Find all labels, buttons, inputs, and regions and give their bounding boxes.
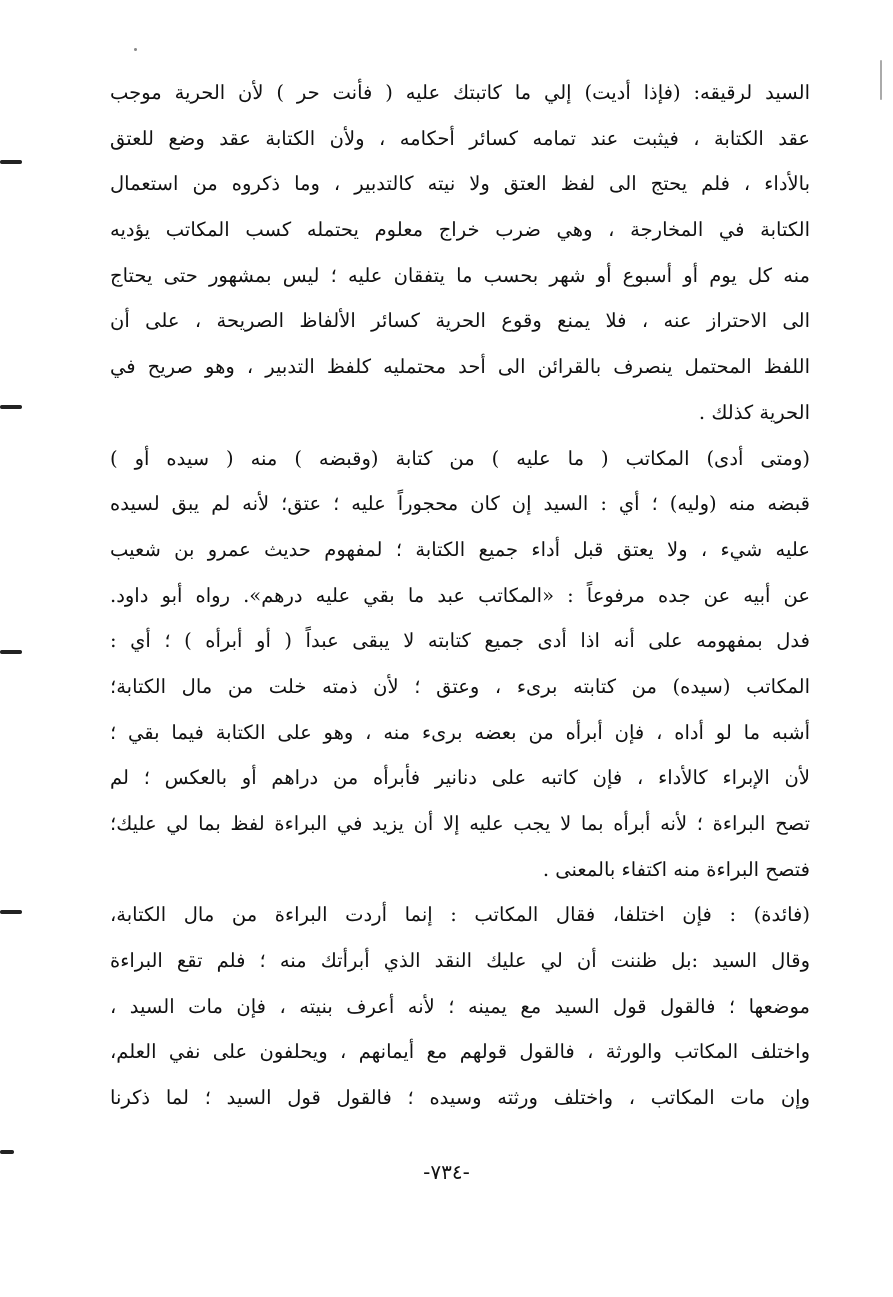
text-line: قبضه منه (وليه) ؛ أي : السيد إن كان محجوراً عليه ؛ عتق؛ لأنه لم يبق لسيده: [110, 492, 810, 516]
text-line: لأن الإبراء كالأداء ، فإن كاتبه على دنانير فأبرأه من دراهم أو بالعكس ؛ لم: [110, 766, 810, 790]
body-text: [110, 70, 810, 1121]
text-line: المكاتب (سيده) من كتابته برىء ، وعتق ؛ لأن ذمته خلت من مال الكتابة؛: [110, 674, 810, 698]
scan-speck: [134, 48, 137, 51]
text-line: واختلف المكاتب والورثة ، فالقول قولهم مع أيمانهم ، ويحلفون على نفي العلم،: [110, 1040, 810, 1064]
text-line: السيد لرقيقه: (فإذا أديت) إلي ما كاتبتك عليه ( فأنت حر ) لأن الحرية موجب: [110, 81, 810, 104]
margin-mark: [0, 910, 22, 914]
text-line: فدل بمفهومه على أنه اذا أدى جميع كتابته لا يبقى عبداً ( أو أبرأه ) ؛ أي :: [110, 629, 810, 653]
margin-mark: [0, 405, 22, 409]
text-line: الى الاحتراز عنه ، فلا يمنع وقوع الحرية كسائر الألفاظ الصريحة ، على أن: [110, 309, 810, 333]
text-line: موضعها ؛ فالقول قول السيد مع يمينه ؛ لأنه أعرف بنيته ، فإن مات السيد ،: [110, 994, 810, 1018]
text-line: وإن مات المكاتب ، واختلف ورثته وسيده ؛ فالقول قول السيد ؛ لما ذكرنا: [110, 1086, 810, 1110]
text-line: (فائدة) : فإن اختلفا، فقال المكاتب : إنما أردت البراءة من مال الكتابة،: [110, 903, 810, 927]
text-line: منه كل يوم أو أسبوع أو شهر بحسب ما يتفقان عليه ؛ ليس بمشهور حتى يحتاج: [110, 263, 810, 287]
text-line: تصح البراءة ؛ لأنه أبرأه بما لا يجب عليه إلا أن يزيد في البراءة لفظ بما لي عليك؛: [110, 812, 810, 835]
text-line: أشبه ما لو أداه ، فإن أبرأه من بعضه برىء منه ، وهو على الكتابة فيما بقي ؛: [110, 720, 810, 744]
page-number: -٧٣٤-: [423, 1160, 470, 1184]
scan-speck: [880, 60, 882, 100]
text-line: عليه شيء ، ولا يعتق قبل أداء جميع الكتابة ؛ لمفهوم حديث عمرو بن شعيب: [110, 537, 810, 561]
text-line: وقال السيد :بل ظننت أن لي عليك النقد الذي أبرأتك منه ؛ فلم تقع البراءة: [110, 949, 810, 973]
margin-mark: [0, 160, 22, 164]
margin-mark: [0, 1150, 14, 1154]
text-line: فتصح البراءة منه اكتفاء بالمعنى .: [542, 857, 810, 881]
margin-mark: [0, 650, 22, 654]
text-line: بالأداء ، فلم يحتج الى لفظ العتق ولا نيته كالتدبير ، وما ذكروه من استعمال: [110, 172, 810, 196]
text-line: الكتابة في المخارجة ، وهي ضرب خراج معلوم يحتمله كسب المكاتب يؤديه: [110, 218, 810, 242]
text-line: الحرية كذلك .: [698, 400, 810, 424]
text-line: (ومتى أدى) المكاتب ( ما عليه ) من كتابة (وقبضه ) منه ( سيده أو ): [110, 446, 810, 470]
text-line: اللفظ المحتمل ينصرف بالقرائن الى أحد محتمليه كلفظ التدبير ، وهو صريح في: [110, 355, 810, 379]
text-line: عقد الكتابة ، فيثبت عند تمامه كسائر أحكامه ، ولأن الكتابة عقد وضع للعتق: [110, 126, 810, 150]
text-line: عن أبيه عن جده مرفوعاً : «المكاتب عبد ما بقي عليه درهم». رواه أبو داود.: [110, 583, 810, 607]
